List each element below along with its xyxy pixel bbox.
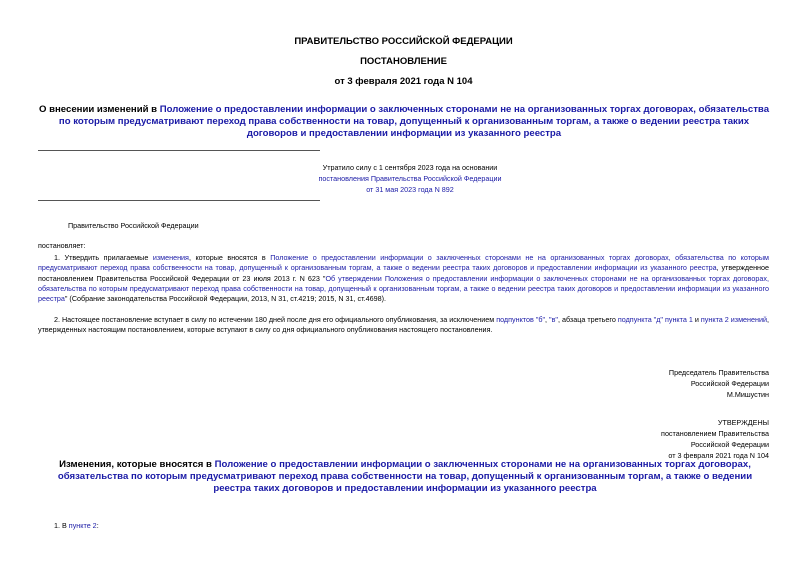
item-1-link[interactable]: пункте 2	[68, 521, 97, 530]
p2-text-a: 2. Настоящее постановление вступает в силу по истечении 180 дней после дня его официального опубликования, за исключением	[54, 315, 497, 324]
p2-link-subitem-d[interactable]: подпункта "д" пункта 1	[617, 315, 693, 324]
doc-date-number: от 3 февраля 2021 года N 104	[334, 76, 473, 87]
approved-line4: от 3 февраля 2021 года N 104	[668, 451, 769, 460]
signature-line2: Российской Федерации	[690, 379, 769, 388]
p2-sep-2: , абзаца третьего	[557, 315, 618, 324]
item-1-suffix: :	[96, 521, 99, 530]
changes-title	[40, 459, 770, 495]
p1-text-b: , которые вносятся в	[188, 253, 271, 262]
changes-title-prefix: Изменения, которые вносятся в	[59, 459, 215, 470]
p1-link-changes[interactable]: изменения	[152, 253, 189, 262]
government-line: Правительство Российской Федерации	[68, 221, 199, 230]
divider-bottom	[38, 200, 320, 201]
changes-title-link[interactable]: Положение о предоставлении информации о заключенных сторонами не на организованных торгах договорах, обязательства по которым предусматривают переход права собственности на товар, допущенный к организованным торгам, а также о ведении реестра таких договоров и предоставлении информации из указанного реестра	[57, 459, 753, 494]
p2-sep-1: ,	[545, 315, 550, 324]
p2-text-b: , утвержденных настоящим постановлением, которые вступают в силу со дня официального опубликования настоящего постановления.	[38, 315, 769, 335]
item-1	[54, 520, 99, 531]
signature-line1: Председатель Правительства	[668, 368, 769, 377]
p2-link-subitem-b[interactable]: подпунктов "б"	[496, 315, 546, 324]
decrees-word: постановляет:	[38, 241, 86, 250]
signature-block	[509, 367, 769, 400]
p2-link-subitem-v[interactable]: "в"	[549, 315, 558, 324]
doc-type-heading: ПОСТАНОВЛЕНИЕ	[360, 56, 447, 67]
expired-note	[290, 162, 530, 195]
p1-text-d: " (Собрание законодательства Российской Федерации, 2013, N 31, ст.4219; 2015, N 31, ст.4698).	[64, 294, 386, 304]
p2-link-item-2[interactable]: пункта 2 изменений	[700, 315, 767, 324]
approved-line3: Российской Федерации	[690, 440, 769, 449]
p1-link-regulation[interactable]: Положение о предоставлении информации о заключенных сторонами не на организованных торгах договорах, обязательства по которым предусматривают переход права собственности на товар, допущенный к организованным торгам, а также о ведении реестра таких договоров и предоставлении информации из указанного реестра	[38, 253, 769, 273]
expired-note-link[interactable]: постановления Правительства Российской Федерации	[318, 174, 502, 183]
approved-line2: постановлением Правительства	[661, 429, 769, 438]
approved-block	[509, 417, 769, 461]
title-link[interactable]: Положение о предоставлении информации о заключенных сторонами не на организованных торгах договорах, обязательства по которым предусматривают переход права собственности на товар, допущенный к организованным торгам, а также о ведении реестра таких договоров и предоставлении информации из указанного реестра	[58, 104, 770, 139]
document-title	[34, 104, 774, 140]
expired-note-link-date[interactable]: от 31 мая 2023 года N 892	[366, 185, 454, 194]
signature-name: М.Мишустин	[726, 390, 769, 399]
p1-text-a: 1. Утвердить прилагаемые	[54, 253, 153, 262]
paragraph-2	[38, 315, 769, 336]
item-1-prefix: 1. В	[54, 521, 69, 530]
expired-note-line1: Утратило силу с 1 сентября 2023 года на основании	[322, 163, 498, 172]
p2-sep-3: и	[692, 315, 701, 324]
p1-link-resolution[interactable]: Об утверждении Положения о предоставлении информации о заключенных сторонами не на организованных торгах договорах, обязательства по которым предусматривают переход права собственности на товар, допущенный к организованным торгам, а также о ведении реестра таких договоров и предоставлении информации из указанного реестра	[38, 273, 769, 304]
title-prefix: О внесении изменений в	[38, 104, 160, 115]
divider-top	[38, 150, 320, 151]
paragraph-1	[38, 253, 769, 304]
government-heading: ПРАВИТЕЛЬСТВО РОССИЙСКОЙ ФЕДЕРАЦИИ	[294, 36, 513, 47]
approved-line1: УТВЕРЖДЕНЫ	[717, 418, 769, 427]
p1-text-c: , утвержденное постановлением Правительства Российской Федерации от 23 июля 2013 г. N 623 "	[38, 263, 770, 283]
